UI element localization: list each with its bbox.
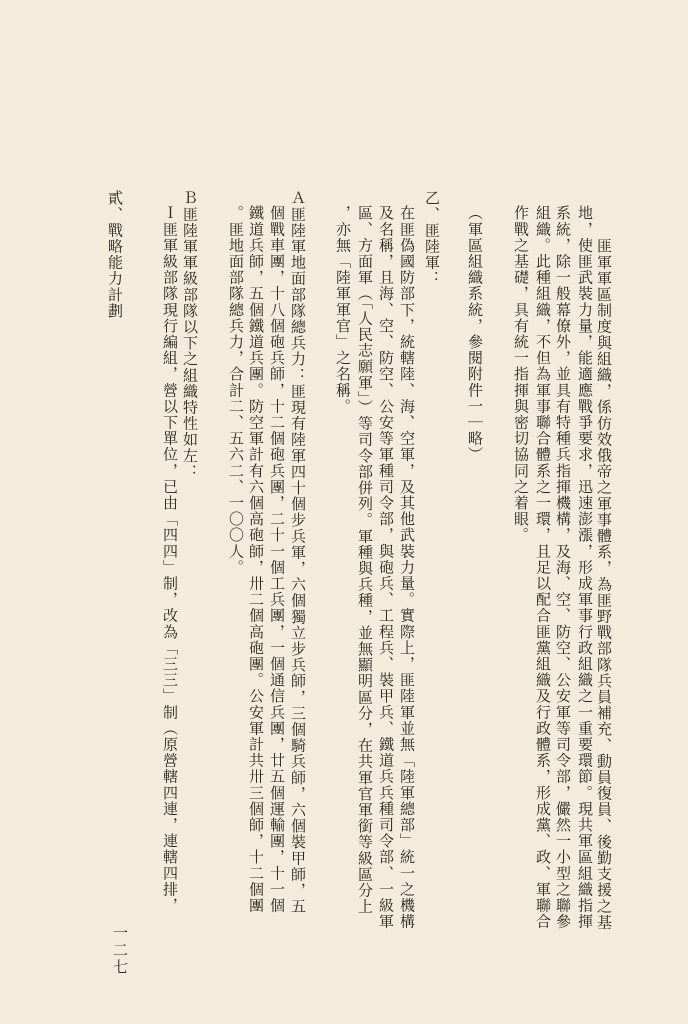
text-column-11: ，亦無「陸軍軍官」之名稱。 [334,205,352,415]
text-column-13: 個戰車團，十八個砲兵師，十二個砲兵團，二十一個工兵團，一個通信兵團，廿五個運輸團，十一個 [268,205,286,914]
text-column-1: 匪軍軍區制度與組織，係仿效俄帝之軍事體系，為匪野戰部隊兵員補充、動員復員、後勤支援之基 [595,238,613,931]
text-column-4: 組織。此種組織，不但為軍事聯合體系之一環，且足以配合匪黨組織及行政體系，形成黨、政、軍聯合 [534,205,552,930]
subsection-b-heading: Ｂ匪陸軍軍級部隊以下之組織特性如左： [181,190,199,480]
page-number: 一二七 [111,925,129,976]
text-column-5: 作戰之基礎，具有統一指揮與密切協同之着眼。 [512,205,530,544]
text-column-10: 區、方面軍（「人民志願軍」）等司令部併列。軍種與兵種，並無顯明區分，在共軍官軍銜等級區分上 [356,205,374,915]
text-column-8: 在匪偽國防部下，統轄陸、海、空軍，及其他武裝力量。實際上，匪陸軍並無「陸軍總部」統一之機構 [398,205,416,930]
text-column-2: 地，使匪武裝力量，能適應戰爭要求，迅速澎漲，形成軍事行政組織之一重要環節。現共軍區組織指揮 [576,205,594,930]
section-heading-army: 乙、匪陸軍： [423,190,441,287]
text-column-17: Ｉ匪軍級部隊現行編組，營以下單位，已由「四四」制，改為「三三」制（原營轄四連，連轄四排， [161,205,179,914]
text-column-3: 系統，除一般幕僚外，並具有特種兵指揮機構，及海、空、防空、公安軍等司令部，儼然一小型之聯參 [554,205,572,930]
subsection-a-heading: Ａ匪陸軍地面部隊總兵力：匪現有陸軍四十個步兵軍，六個獨立步兵師，三個騎兵師，六個裝甲師，五 [289,190,307,915]
text-column-9: 及名稱，且海、空、防空、公安等軍種司令部，與砲兵、工程兵、裝甲兵、鐵道兵兵種司令部、一級軍 [377,205,395,930]
text-column-6: （軍區組織系統，參閱附件一｜略） [466,205,484,463]
text-column-14: 鐵道兵師，五個鐵道兵團。防空軍計有六個高砲師，卅二個高砲團。公安軍計共卅三個師，十二個團 [247,205,265,914]
running-footer-title: 貳、戰略能力計劃 [106,190,124,319]
text-column-15: 。匪地面部隊總兵力，合計二、五六二、一〇〇人。 [227,205,245,576]
